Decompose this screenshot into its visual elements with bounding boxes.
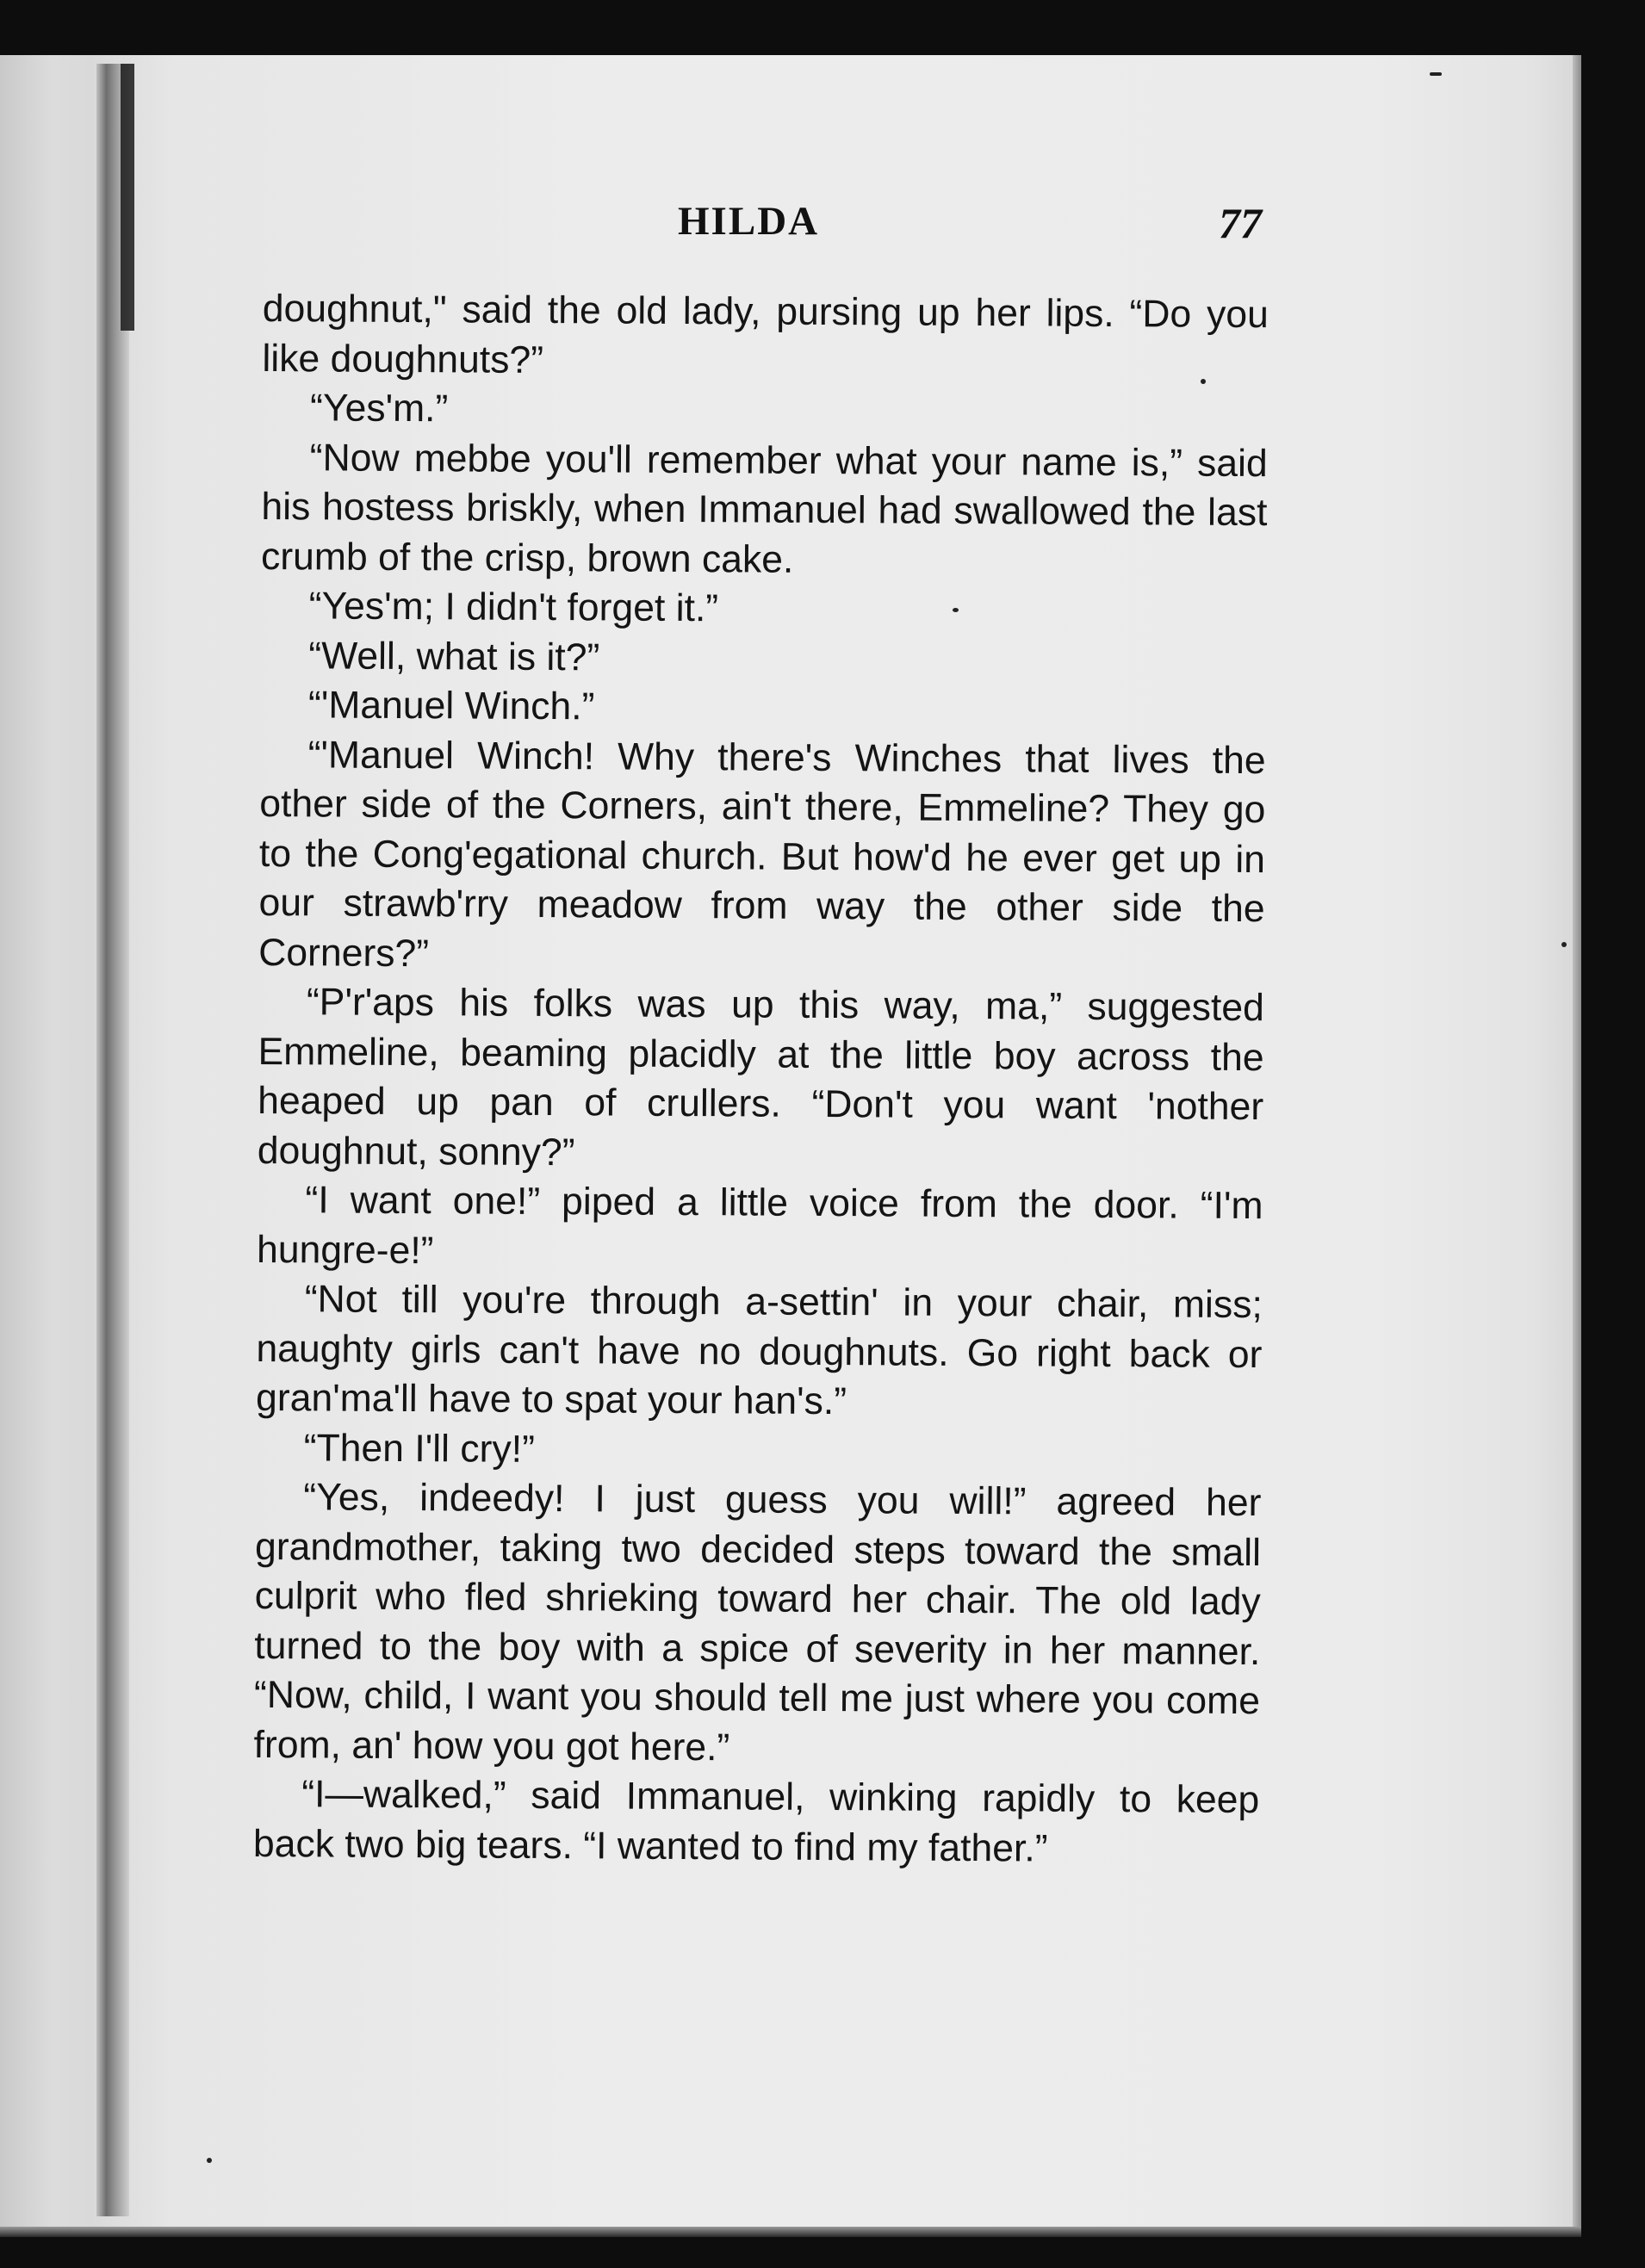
body-text: [253, 284, 1269, 1875]
dust-speck: [1430, 72, 1442, 76]
binding-shadow: [121, 64, 134, 331]
paragraph: “I want one!” piped a little voice from the door. “I'm hungre-e!”: [257, 1179, 1263, 1272]
dust-speck: [207, 2158, 212, 2163]
paragraph: “Now mebbe you'll remember what your name is,” said his hostess briskly, when Immanuel had swallowed the last crumb of the crisp, brown cake.: [260, 436, 1268, 581]
dust-speck: [953, 608, 959, 612]
paragraph: “P'r'aps his folks was up this way, ma,” suggested Emmeline, beaming placidly at the little boy across the heaped up pan of crullers. “Don't you want 'nother doughnut, sonny?”: [257, 981, 1265, 1174]
paragraph: “Not till you're through a-settin' in your chair, miss; naughty girls can't have no doughnuts. Go right back or gran'ma'll have to spat your han's.”: [255, 1278, 1263, 1423]
page-right-edge: [1573, 55, 1581, 2234]
dust-speck: [1201, 379, 1206, 384]
page-bottom-edge: [0, 2227, 1581, 2237]
paragraph: “Yes'm.”: [309, 387, 449, 431]
page-number: 77: [1219, 199, 1262, 247]
binding-gutter: [96, 64, 129, 2216]
paragraph: “'Manuel Winch.”: [307, 684, 595, 728]
dust-speck: [1561, 942, 1567, 947]
paragraph: “I—walked,” said Immanuel, winking rapidly to keep back two big tears. “I wanted to find my father.”: [252, 1773, 1260, 1870]
paragraph: “'Manuel Winch! Why there's Winches that lives the other side of the Corners, ain't there, Emmeline? They go to the Cong'egational church. But how'd he ever get up in our strawb'rry meadow from way the other side the Corners?”: [258, 733, 1266, 975]
running-head: HILDA: [678, 199, 820, 244]
page-header: [263, 198, 1262, 250]
paragraph: “Yes'm; I didn't forget it.”: [308, 585, 719, 630]
paragraph: “Then I'll cry!”: [303, 1426, 536, 1471]
paragraph: “Yes, indeedy! I just guess you will!” agreed her grandmother, taking two decided steps toward the small culprit who fled shrieking toward her chair. The old lady turned to the boy with a spice of severity in her manner. “Now, child, I want you should tell me just where you come from, an' how you got here.”: [253, 1476, 1262, 1769]
paragraph: doughnut," said the old lady, pursing up her lips. “Do you like doughnuts?”: [262, 287, 1269, 381]
paragraph: “Well, what is it?”: [308, 634, 600, 679]
